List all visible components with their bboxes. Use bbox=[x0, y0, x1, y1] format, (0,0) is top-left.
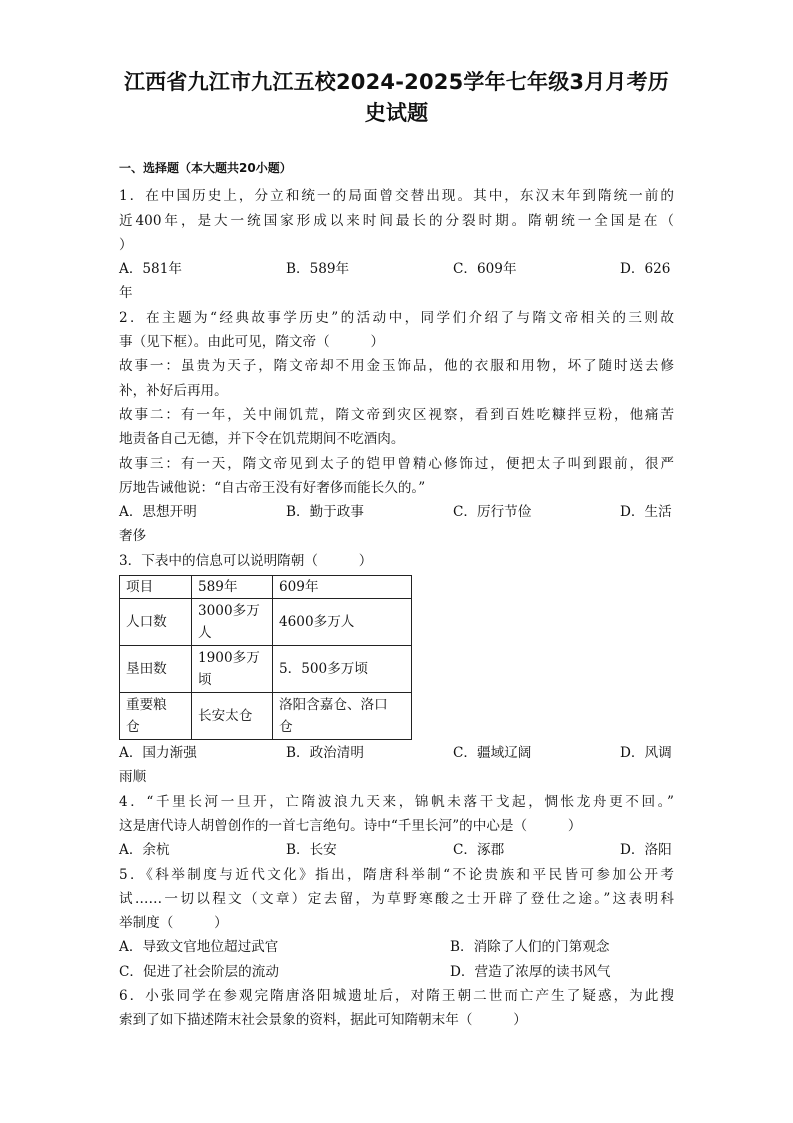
story-text: 地责备自己无德，并下令在饥荒期间不吃酒肉。 bbox=[119, 431, 405, 448]
cell-line: 仓 bbox=[279, 719, 293, 736]
option-d[interactable]: D．营造了浓厚的读书风气 bbox=[450, 963, 611, 980]
option-b[interactable]: B．589年 bbox=[286, 261, 350, 278]
cell-line: 重要粮 bbox=[126, 697, 167, 714]
cell-line: 洛阳含嘉仓、洛口 bbox=[279, 697, 388, 714]
option-a[interactable]: A．581年 bbox=[119, 261, 182, 278]
question-4 bbox=[119, 790, 674, 863]
exam-content bbox=[119, 156, 674, 1033]
options-row bbox=[119, 257, 674, 281]
table-header-row bbox=[120, 576, 412, 599]
question-text: 举制度（ ） bbox=[119, 915, 228, 932]
question-6 bbox=[119, 984, 674, 1033]
cell-line: 1900多万 bbox=[198, 650, 260, 667]
option-b[interactable]: B．长安 bbox=[286, 842, 337, 859]
option-wrap: 雨顺 bbox=[119, 769, 147, 786]
question-text: 1．在中国历史上，分立和统一的局面曾交替出现。其中，东汉末年到隋统一前的 bbox=[119, 188, 674, 205]
cell-line: 仓 bbox=[126, 719, 140, 736]
option-b[interactable]: B．消除了人们的门第观念 bbox=[450, 939, 610, 956]
table-cell bbox=[192, 599, 273, 646]
title-line-1: 江西省九江市九江五校2024-2025学年七年级3月月考历 bbox=[123, 70, 670, 94]
option-d[interactable]: D．626 bbox=[620, 261, 671, 278]
option-a[interactable]: A．思想开明 bbox=[119, 504, 197, 521]
options-row bbox=[119, 838, 674, 862]
table-cell bbox=[192, 646, 273, 693]
table-cell: 垦田数 bbox=[120, 646, 192, 693]
question-text: 这是唐代诗人胡曾创作的一首七言绝句。诗中“千里长河”的中心是（ ） bbox=[119, 817, 582, 834]
story-text: 故事二：有一年，关中闹饥荒，隋文帝到灾区视察，看到百姓吃糠拌豆粉，他痛苦 bbox=[119, 406, 674, 423]
option-wrap: 年 bbox=[119, 285, 133, 302]
table-header-cell: 589年 bbox=[192, 576, 273, 599]
question-text: 2．在主题为“经典故事学历史”的活动中，同学们介绍了与隋文帝相关的三则故 bbox=[119, 309, 674, 326]
option-c[interactable]: C．609年 bbox=[453, 261, 517, 278]
question-text: 5．《科举制度与近代文化》指出，隋唐科举制“不论贵族和平民皆可参加公开考 bbox=[119, 866, 674, 883]
table-cell: 长安太仓 bbox=[192, 693, 273, 740]
table-cell: 5．500多万顷 bbox=[273, 646, 412, 693]
table-row bbox=[120, 693, 412, 740]
option-c[interactable]: C．疆域辽阔 bbox=[453, 745, 532, 762]
table-cell: 4600多万人 bbox=[273, 599, 412, 646]
story-text: 故事三：有一天，隋文帝见到太子的铠甲曾精心修饰过，便把太子叫到跟前，很严 bbox=[119, 455, 674, 472]
question-text: 4．“千里长河一旦开，亡隋波浪九天来，锦帆未落干戈起，惆怅龙舟更不回。” bbox=[119, 793, 674, 810]
option-d[interactable]: D．洛阳 bbox=[620, 842, 672, 859]
title-line-2: 史试题 bbox=[364, 101, 429, 125]
table-row bbox=[120, 599, 412, 646]
option-b[interactable]: B．政治清明 bbox=[286, 745, 364, 762]
table-cell: 人口数 bbox=[120, 599, 192, 646]
question-text: 事（见下框）。由此可见，隋文帝（ ） bbox=[119, 334, 385, 351]
question-text: 索到了如下描述隋末社会景象的资料，据此可知隋朝末年（ ） bbox=[119, 1012, 527, 1029]
option-c[interactable]: C．厉行节俭 bbox=[453, 504, 532, 521]
cell-line: 人 bbox=[198, 625, 212, 642]
table-row bbox=[120, 646, 412, 693]
table-header-cell: 609年 bbox=[273, 576, 412, 599]
option-a[interactable]: A．余杭 bbox=[119, 842, 170, 859]
question-2 bbox=[119, 306, 674, 549]
options-row bbox=[119, 741, 674, 765]
section-heading: 一、选择题（本大题共20小题） bbox=[119, 161, 292, 175]
cell-line: 3000多万 bbox=[198, 603, 260, 620]
question-text: ） bbox=[119, 236, 133, 253]
option-wrap: 奢侈 bbox=[119, 528, 147, 545]
cell-line: 顷 bbox=[198, 672, 212, 689]
table-cell bbox=[273, 693, 412, 740]
options-row bbox=[119, 960, 674, 984]
option-d[interactable]: D．生活 bbox=[620, 504, 672, 521]
question-text: 近400年，是大一统国家形成以来时间最长的分裂时期。隋朝统一全国是在（ bbox=[119, 212, 674, 229]
option-c[interactable]: C．促进了社会阶层的流动 bbox=[119, 963, 279, 980]
question-text: 6．小张同学在参观完隋唐洛阳城遗址后，对隋王朝二世而亡产生了疑惑，为此搜 bbox=[119, 988, 674, 1005]
option-b[interactable]: B．勤于政事 bbox=[286, 504, 364, 521]
question-5 bbox=[119, 863, 674, 984]
options-row bbox=[119, 500, 674, 524]
question-3 bbox=[119, 549, 674, 790]
question-1 bbox=[119, 184, 674, 305]
option-c[interactable]: C．涿郡 bbox=[453, 842, 505, 859]
story-text: 补，补好后再用。 bbox=[119, 382, 228, 399]
data-table bbox=[119, 575, 412, 740]
option-a[interactable]: A．导致文官地位超过武官 bbox=[119, 939, 279, 956]
question-text: 试……一切以程文（文章）定去留，为草野寒酸之士开辟了登仕之途。”这表明科 bbox=[119, 890, 674, 907]
story-text: 故事一：虽贵为天子，隋文帝却不用金玉饰品，他的衣服和用物，坏了随时送去修 bbox=[119, 358, 674, 375]
option-d[interactable]: D．风调 bbox=[620, 745, 672, 762]
option-a[interactable]: A．国力渐强 bbox=[119, 745, 197, 762]
table-header-cell: 项目 bbox=[120, 576, 192, 599]
question-text: 3．下表中的信息可以说明隋朝（ ） bbox=[119, 552, 373, 569]
exam-title bbox=[118, 67, 675, 129]
table-cell bbox=[120, 693, 192, 740]
story-text: 厉地告诫他说：“自古帝王没有好奢侈而能长久的。” bbox=[119, 479, 426, 496]
options-row bbox=[119, 935, 674, 959]
